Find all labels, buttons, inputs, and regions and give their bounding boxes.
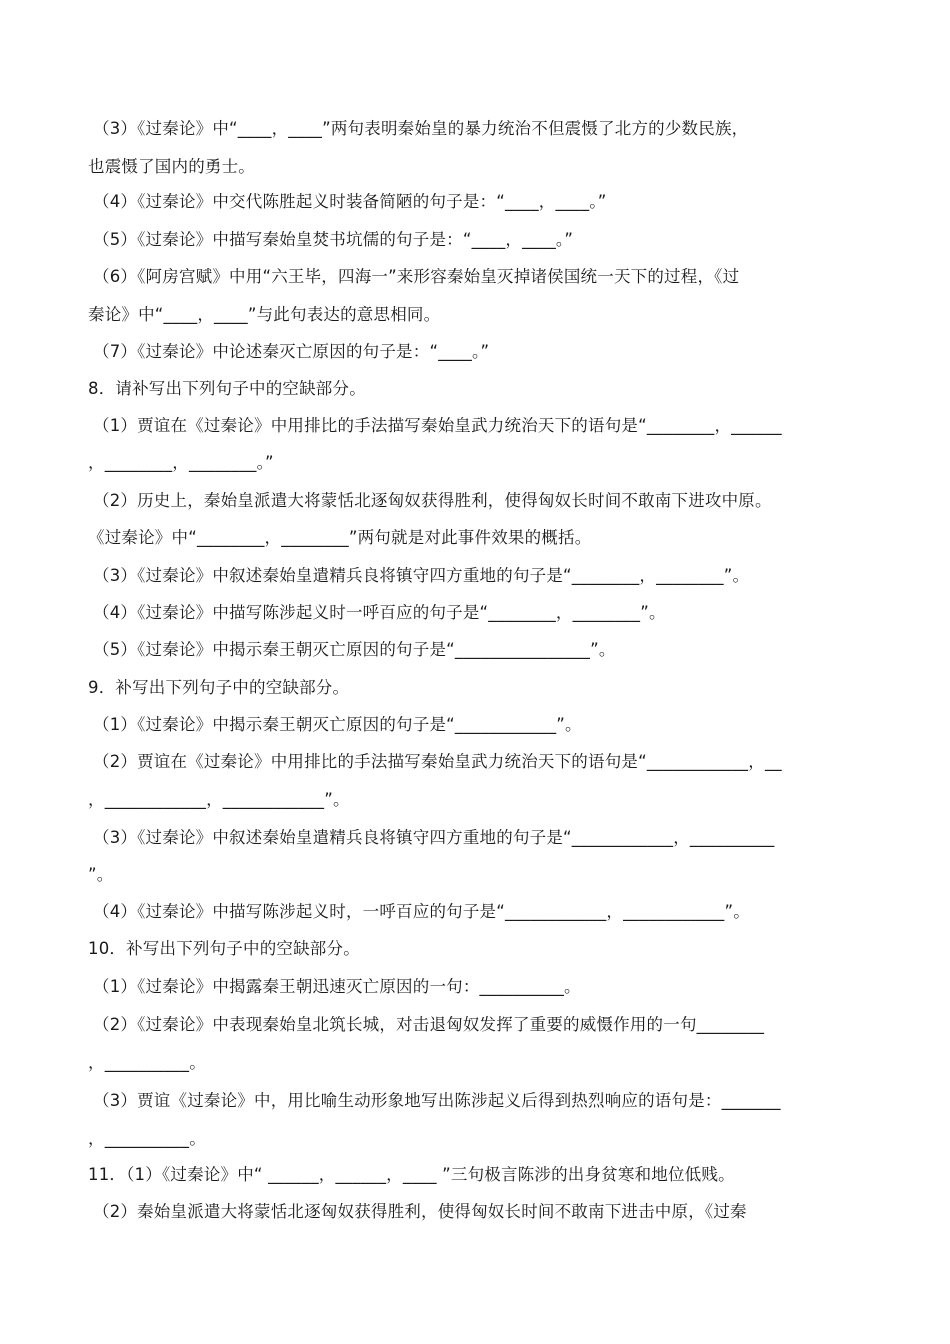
q8-sub1-line1: （1）贾谊在《过秦论》中用排比的手法描写秦始皇武力统治天下的语句是“________，______: [93, 416, 782, 435]
q10-heading: 10．补写出下列句子中的空缺部分。: [88, 939, 360, 958]
q8-sub5: （5）《过秦论》中揭示秦王朝灭亡原因的句子是“________________”。: [93, 640, 616, 659]
q8-sub4: （4）《过秦论》中描写陈涉起义时一呼百应的句子是“________，________”。: [93, 603, 666, 622]
q8-sub2-line2: 《过秦论》中“________，________”两句就是对此事件效果的概括。: [88, 528, 592, 547]
q9-sub2-line1: （2）贾谊在《过秦论》中用排比的手法描写秦始皇武力统治天下的语句是“____________，__: [93, 752, 782, 771]
q9-sub4: （4）《过秦论》中描写陈涉起义时，一呼百应的句子是“____________，____________”。: [93, 902, 750, 921]
q9-sub3-line1: （3）《过秦论》中叙述秦始皇遣精兵良将镇守四方重地的句子是“____________，__________: [93, 828, 775, 847]
q8-sub1-line2: ，________，________。”: [88, 453, 274, 472]
q9-sub3-line2: ”。: [88, 865, 114, 884]
q9-heading: 9．补写出下列句子中的空缺部分。: [88, 678, 350, 697]
q7-sub6-line2: 秦论》中“____，____”与此句表达的意思相同。: [88, 305, 441, 324]
q11-sub2-line1: （2）秦始皇派遣大将蒙恬北逐匈奴获得胜利，使得匈奴长时间不敢南下进击中原，《过秦: [93, 1202, 747, 1221]
q10-sub3-line2: ，__________。: [88, 1129, 206, 1148]
q7-sub3-line2: 也震慑了国内的勇士。: [88, 157, 255, 176]
q7-sub3-line1: （3）《过秦论》中“____，____”两句表明秦始皇的暴力统治不但震慑了北方的少数民族，: [93, 119, 749, 138]
q7-sub5: （5）《过秦论》中描写秦始皇焚书坑儒的句子是：“____，____。”: [93, 230, 574, 249]
q9-sub1: （1）《过秦论》中揭示秦王朝灭亡原因的句子是“____________”。: [93, 715, 582, 734]
q10-sub1: （1）《过秦论》中揭露秦王朝迅速灭亡原因的一句：__________。: [93, 977, 581, 996]
q8-sub2-line1: （2）历史上，秦始皇派遣大将蒙恬北逐匈奴获得胜利，使得匈奴长时间不敢南下进攻中原。: [93, 491, 772, 510]
q10-sub3-line1: （3）贾谊《过秦论》中，用比喻生动形象地写出陈涉起义后得到热烈响应的语句是：_______: [93, 1091, 781, 1110]
q8-sub3: （3）《过秦论》中叙述秦始皇遣精兵良将镇守四方重地的句子是“________，________”。: [93, 566, 750, 585]
q10-sub2-line2: ，__________。: [88, 1053, 206, 1072]
q8-heading: 8．请补写出下列句子中的空缺部分。: [88, 379, 366, 398]
q10-sub2-line1: （2）《过秦论》中表现秦始皇北筑长城，对击退匈奴发挥了重要的威慑作用的一句________: [93, 1015, 765, 1034]
q11-sub1: 11．（1）《过秦论》中“ ______，______，____ ”三句极言陈涉的出身贫寒和地位低贱。: [88, 1165, 735, 1184]
q9-sub2-line2: ，____________，____________”。: [88, 790, 350, 809]
q7-sub6-line1: （6）《阿房宫赋》中用“六王毕，四海一”来形容秦始皇灭掉诸侯国统一天下的过程，《过: [93, 267, 740, 286]
q7-sub7: （7）《过秦论》中论述秦灭亡原因的句子是：“____。”: [93, 342, 490, 361]
q7-sub4: （4）《过秦论》中交代陈胜起义时装备简陋的句子是：“____，____。”: [93, 192, 607, 211]
